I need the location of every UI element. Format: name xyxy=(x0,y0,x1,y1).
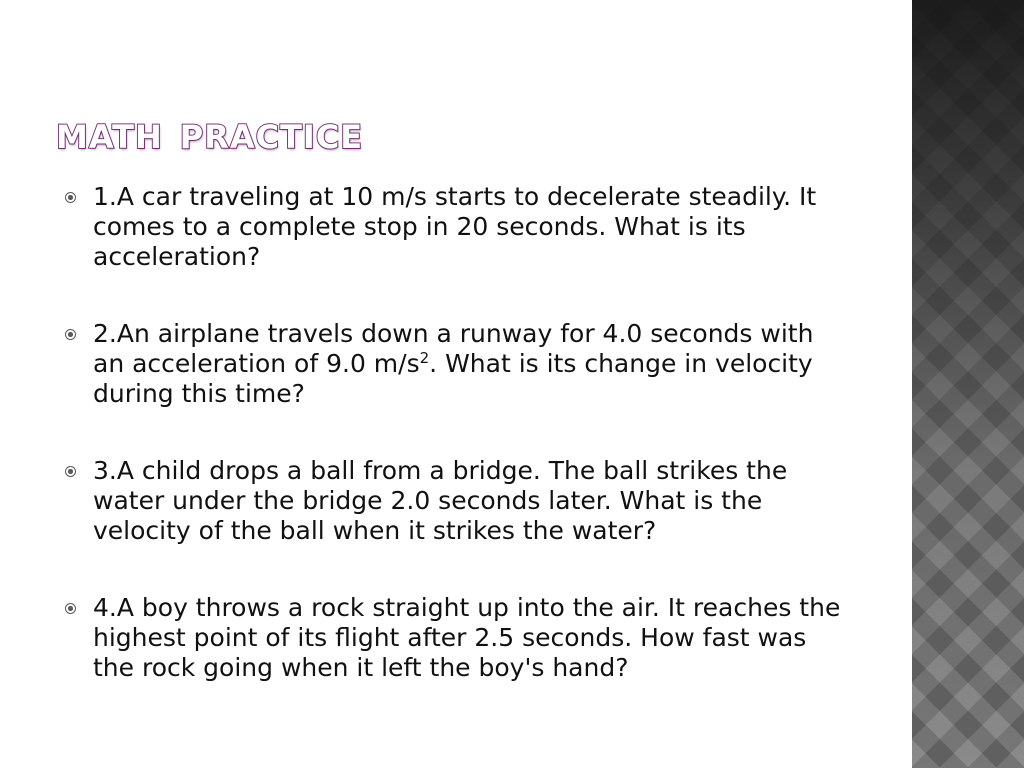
decorative-side-band xyxy=(912,0,1024,768)
bullet-item-4 xyxy=(62,593,852,683)
bullet-text-2-start: 2.An airplane travels down a runway for 4.0 seconds with an acceleration of 9.0 m/s xyxy=(93,319,814,378)
circled-dot-bullet-icon xyxy=(65,603,76,614)
bullet-text-1: 1.A car traveling at 10 m/s starts to decelerate steadily. It comes to a complete stop in 20 seconds. What is its acceleration? xyxy=(93,182,817,271)
bullet-text-3: 3.A child drops a ball from a bridge. The ball strikes the water under the bridge 2.0 seconds later. What is the velocity of the ball when it strikes the water? xyxy=(93,456,788,545)
slide-title-text: math practice xyxy=(56,105,364,159)
circled-dot-bullet-icon xyxy=(65,192,76,203)
bullet-item-1 xyxy=(62,182,852,272)
circled-dot-bullet-icon xyxy=(65,329,76,340)
bullet-item-3 xyxy=(62,456,852,546)
bullet-text-2-end: . What is its change in velocity during this time? xyxy=(93,349,813,408)
bullet-text-4: 4.A boy throws a rock straight up into the air. It reaches the highest point of its flight after 2.5 seconds. How fast was the rock going when it left the boy's hand? xyxy=(93,593,841,682)
bullet-text-2-superscript: 2 xyxy=(419,349,430,367)
bullet-list xyxy=(62,182,852,730)
slide-title xyxy=(56,104,363,160)
bullet-item-2 xyxy=(62,319,852,409)
circled-dot-bullet-icon xyxy=(65,466,76,477)
